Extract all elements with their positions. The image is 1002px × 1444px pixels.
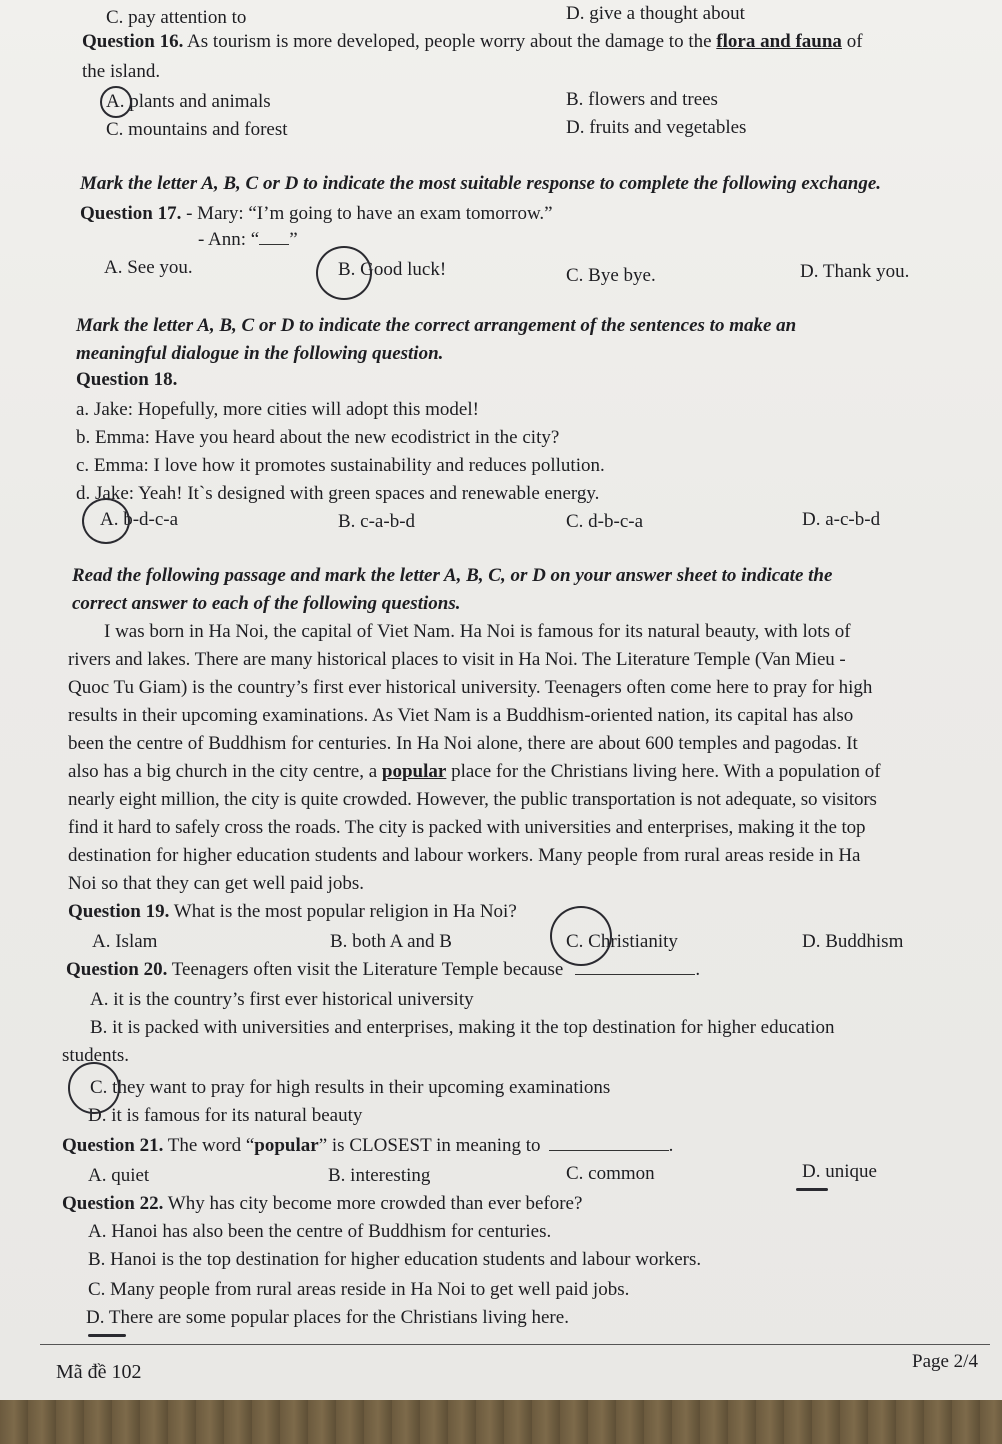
q19-option-a: A. Islam xyxy=(92,931,158,952)
q17-mary-line: - Mary: “I’m going to have an exam tomorrow.” xyxy=(181,203,553,224)
q15-option-d: D. give a thought about xyxy=(566,3,745,24)
footer-divider xyxy=(40,1344,990,1345)
passage-line-6 xyxy=(68,760,881,784)
q21-answer-blank xyxy=(549,1134,669,1151)
q20-end: . xyxy=(695,959,701,980)
answer-circle-q20 xyxy=(68,1062,120,1114)
q16-stem-line2: the island. xyxy=(82,61,161,82)
q18-option-c: C. d-b-c-a xyxy=(566,511,644,532)
q16-option-b: B. flowers and trees xyxy=(566,89,718,110)
passage-line-3: Quoc Tu Giam) is the country’s first ever historical university. Teenagers often come here to pray for high xyxy=(68,677,873,698)
wooden-surface xyxy=(0,1400,1002,1444)
q19-text: What is the most popular religion in Ha Noi? xyxy=(169,901,517,922)
q21-keyword: popular xyxy=(254,1135,319,1156)
q17-ann-prefix: - Ann: “ xyxy=(198,229,260,250)
q16-underlined-term: flora and fauna xyxy=(716,31,842,52)
passage-line-10: Noi so that they can get well paid jobs. xyxy=(68,873,365,894)
q20-option-c: C. they want to pray for high results in their upcoming examinations xyxy=(90,1077,611,1098)
q18-sentence-d: d. Jake: Yeah! It`s designed with green spaces and renewable energy. xyxy=(76,483,600,504)
q20-stem xyxy=(66,958,700,982)
q20-option-a: A. it is the country’s first ever historical university xyxy=(90,989,474,1010)
q18-sentence-b: b. Emma: Have you heard about the new ecodistrict in the city? xyxy=(76,427,560,448)
q22-option-d: D. There are some popular places for the Christians living here. xyxy=(86,1307,569,1328)
passage-line-9: destination for higher education students and labour workers. Many people from rural areas reside in Ha xyxy=(68,845,861,866)
q16-stem xyxy=(82,30,863,54)
q19-option-b: B. both A and B xyxy=(330,931,452,952)
q16-option-d: D. fruits and vegetables xyxy=(566,117,747,138)
q18-option-a: A. b-d-c-a xyxy=(100,509,179,530)
q22-option-a: A. Hanoi has also been the centre of Buddhism for centuries. xyxy=(88,1221,552,1242)
q21-text-start: The word “ xyxy=(163,1135,255,1156)
q19-label: Question 19. xyxy=(68,901,170,922)
q21-option-d: D. unique xyxy=(802,1161,877,1182)
answer-circle-q19 xyxy=(550,906,612,966)
q17-option-d: D. Thank you. xyxy=(800,261,910,282)
q21-option-a: A. quiet xyxy=(88,1165,150,1186)
q20-option-d: D. it is famous for its natural beauty xyxy=(88,1105,363,1126)
q18-option-b: B. c-a-b-d xyxy=(338,511,416,532)
passage-line-4: results in their upcoming examinations. As Viet Nam is a Buddhism-oriented nation, its capital has also xyxy=(68,705,854,726)
q15-option-c: C. pay attention to xyxy=(106,7,247,28)
instruction-arrangement: Mark the letter A, B, C or D to indicate the correct arrangement of the sentences to make an xyxy=(76,315,797,336)
q17-option-c: C. Bye bye. xyxy=(566,265,656,286)
q16-option-a: A. plants and animals xyxy=(106,91,271,112)
q19-option-c: C. Christianity xyxy=(566,931,678,952)
answer-circle-q17 xyxy=(316,246,372,300)
q20-option-b: B. it is packed with universities and enterprises, making it the top destination for higher education xyxy=(90,1017,835,1038)
q21-option-c: C. common xyxy=(566,1163,655,1184)
q18-option-d: D. a-c-b-d xyxy=(802,509,881,530)
q18-sentence-c: c. Emma: I love how it promotes sustainability and reduces pollution. xyxy=(76,455,605,476)
passage-line-7: nearly eight million, the city is quite crowded. However, the public transportation is not adequate, so visitors xyxy=(68,789,877,810)
q22-text: Why has city become more crowded than ever before? xyxy=(163,1193,583,1214)
q22-option-c: C. Many people from rural areas reside in Ha Noi to get well paid jobs. xyxy=(88,1279,630,1300)
q22-stem xyxy=(62,1192,582,1216)
passage-line-1: I was born in Ha Noi, the capital of Viet Nam. Ha Noi is famous for its natural beauty, with lots of xyxy=(104,621,851,642)
q17-ann-line xyxy=(198,228,298,252)
q17-answer-blank xyxy=(259,228,289,245)
q22-label: Question 22. xyxy=(62,1193,164,1214)
q16-option-c: C. mountains and forest xyxy=(106,119,288,140)
q22-option-b: B. Hanoi is the top destination for higher education students and labour workers. xyxy=(88,1249,702,1270)
q18-label: Question 18. xyxy=(76,369,178,390)
q16-text-end: of xyxy=(841,31,863,52)
exam-code: Mã đề 102 xyxy=(56,1361,142,1383)
q17-ann-suffix: ” xyxy=(289,229,298,250)
q19-option-d: D. Buddhism xyxy=(802,931,904,952)
q18-sentence-a: a. Jake: Hopefully, more cities will adopt this model! xyxy=(76,399,479,420)
q17-stem xyxy=(80,202,553,226)
q19-stem xyxy=(68,900,517,924)
q17-option-b: B. Good luck! xyxy=(338,259,447,280)
passage-line-8: find it hard to safely cross the roads. The city is packed with universities and enterprises, making it the top xyxy=(68,817,866,838)
instruction-reading: Read the following passage and mark the letter A, B, C, or D on your answer sheet to indicate the xyxy=(72,565,833,586)
passage-line-6-start: also has a big church in the city centre, a xyxy=(68,761,382,782)
passage-line-5: been the centre of Buddhism for centuries. In Ha Noi alone, there are about 600 temples and pagodas. It xyxy=(68,733,858,754)
q21-stem xyxy=(62,1134,673,1158)
q21-option-b: B. interesting xyxy=(328,1165,431,1186)
q20-label: Question 20. xyxy=(66,959,168,980)
instruction-reading-line2: correct answer to each of the following questions. xyxy=(72,593,461,614)
answer-mark-q21 xyxy=(796,1188,828,1191)
page-number: Page 2/4 xyxy=(912,1351,978,1372)
q16-text: As tourism is more developed, people worry about the damage to the xyxy=(183,31,717,52)
answer-circle-q18 xyxy=(82,498,130,544)
q20-text: Teenagers often visit the Literature Temple because xyxy=(167,959,564,980)
q21-end: . xyxy=(668,1135,674,1156)
q17-option-a: A. See you. xyxy=(104,257,193,278)
q21-text-end: ” is CLOSEST in meaning to xyxy=(318,1135,541,1156)
answer-circle-q16 xyxy=(100,86,132,118)
passage-keyword-popular: popular xyxy=(381,761,447,782)
q17-label: Question 17. xyxy=(80,203,182,224)
q21-label: Question 21. xyxy=(62,1135,164,1156)
passage-line-2: rivers and lakes. There are many historical places to visit in Ha Noi. The Literature Temple (Van Mieu - xyxy=(68,649,846,670)
q16-label: Question 16. xyxy=(82,31,184,52)
passage-line-6-end: place for the Christians living here. With a population of xyxy=(446,761,881,782)
instruction-exchange: Mark the letter A, B, C or D to indicate the most suitable response to complete the following exchange. xyxy=(80,173,881,194)
q20-option-b-line2: students. xyxy=(62,1045,130,1066)
instruction-arrangement-line2: meaningful dialogue in the following question. xyxy=(76,343,444,364)
q20-answer-blank xyxy=(575,958,695,975)
answer-mark-q22 xyxy=(88,1334,126,1337)
